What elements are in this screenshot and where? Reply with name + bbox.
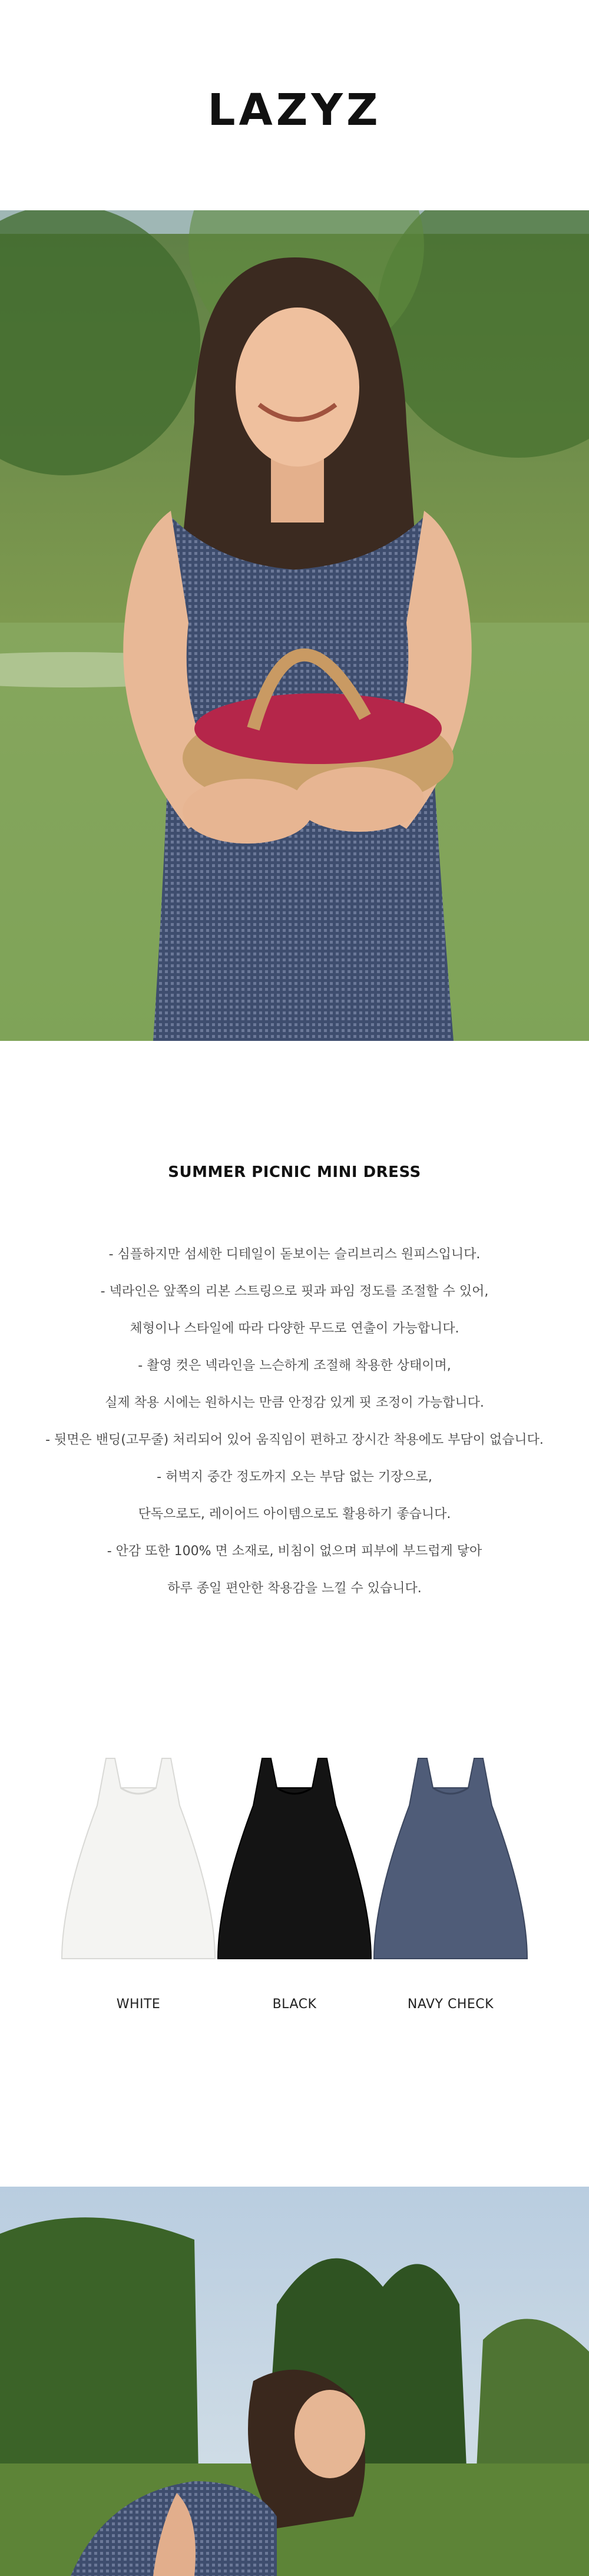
swatch-label-black: BLACK (272, 1997, 317, 2012)
hero-photo (0, 210, 589, 1041)
swatch-white[interactable] (50, 1752, 227, 1976)
swatch-navy-check[interactable] (362, 1752, 539, 1976)
brand-logo: LAZYZ (207, 85, 382, 135)
swatch-black[interactable] (206, 1752, 383, 1976)
swatch-label-navy-check: NAVY CHECK (407, 1997, 494, 2012)
description-line: 실제 착용 시에는 원하시는 만큼 안정감 있게 핏 조정이 가능합니다. (105, 1396, 484, 1410)
product-title: SUMMER PICNIC MINI DRESS (168, 1163, 421, 1181)
product-description (0, 1236, 589, 1607)
dress-navy-check-image (362, 1752, 539, 1976)
description-line: - 촬영 컷은 넥라인을 느슨하게 조절해 착용한 상태이며, (138, 1358, 451, 1373)
description-line: 하루 종일 편안한 착용감을 느낄 수 있습니다. (167, 1581, 422, 1596)
dress-white-image (50, 1752, 227, 1976)
description-line: 단독으로도, 레이어드 아이템으로도 활용하기 좋습니다. (138, 1507, 451, 1522)
description-line: - 뒷면은 밴딩(고무줄) 처리되어 있어 움직임이 편하고 장시간 착용에도 부담이 없습니다. (45, 1433, 544, 1447)
description-line: - 심플하지만 섬세한 디테일이 돋보이는 슬리브리스 원피스입니다. (108, 1247, 481, 1262)
description-line: - 허벅지 중간 정도까지 오는 부담 없는 기장으로, (157, 1470, 432, 1484)
dress-black-image (206, 1752, 383, 1976)
description-line: - 넥라인은 앞쪽의 리본 스트링으로 핏과 파임 정도를 조절할 수 있어, (100, 1284, 489, 1299)
description-line: - 안감 또한 100% 면 소재로, 비침이 없으며 피부에 부드럽게 닿아 (107, 1544, 482, 1559)
lifestyle-photo (0, 2187, 589, 2576)
swatch-label-white: WHITE (116, 1997, 161, 2012)
description-line: 체형이나 스타일에 따라 다양한 무드로 연출이 가능합니다. (130, 1321, 459, 1336)
